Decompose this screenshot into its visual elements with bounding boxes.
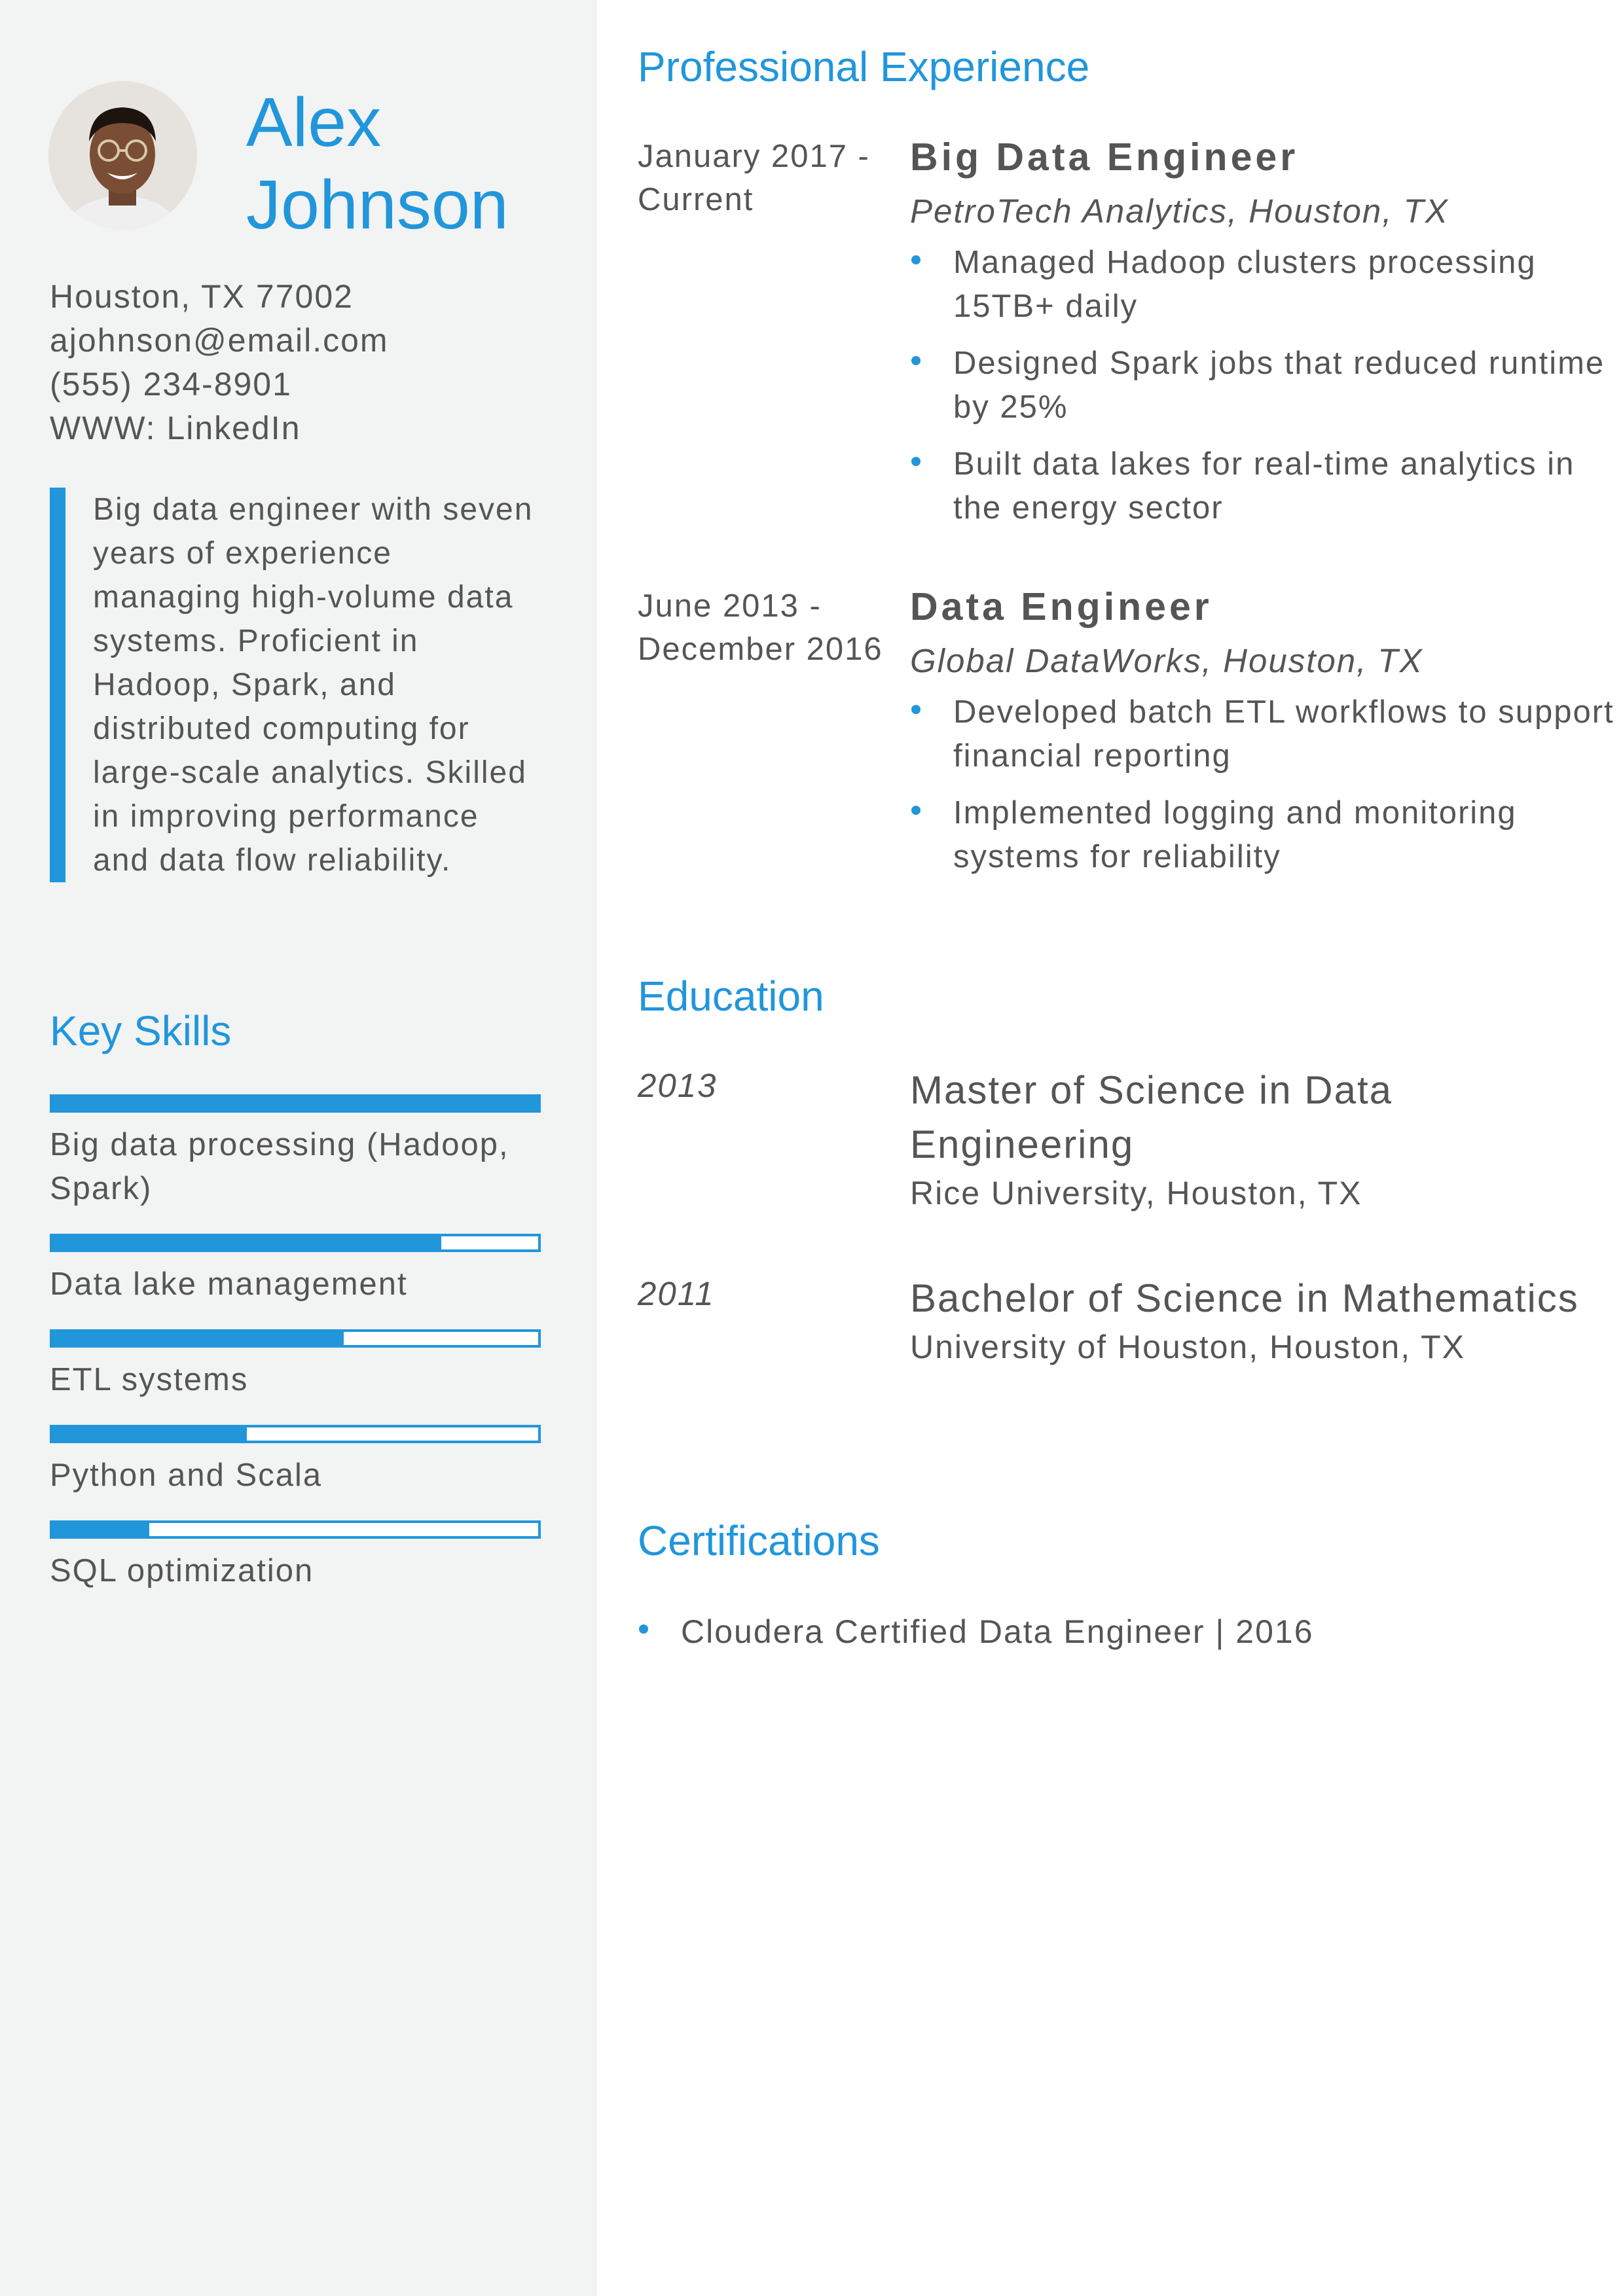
list-item	[910, 791, 1617, 879]
bullet-icon	[911, 255, 921, 264]
contact-info	[50, 275, 389, 450]
list-item	[910, 691, 1617, 778]
skill-level-bar	[50, 1329, 541, 1348]
job-date: January 2017 - Current	[638, 139, 870, 217]
bullet-icon	[911, 705, 921, 714]
website-link[interactable]: WWW: LinkedIn	[50, 410, 301, 446]
education-year: 2011	[638, 1275, 715, 1312]
job-title: Big Data Engineer	[910, 135, 1299, 179]
skill-level-bar	[50, 1520, 541, 1539]
certification-text: Cloudera Certified Data Engineer | 2016	[681, 1613, 1314, 1650]
job-title: Data Engineer	[910, 585, 1213, 628]
skill-level-bar	[50, 1234, 541, 1252]
certifications-heading: Certifications	[638, 1517, 880, 1564]
education-degree: Master of Science in Data Engineering	[910, 1068, 1393, 1166]
job-company: PetroTech Analytics, Houston, TX	[910, 192, 1449, 230]
skill-level-bar	[50, 1094, 541, 1113]
bullet-icon	[911, 806, 921, 815]
skill-item	[50, 1329, 541, 1402]
main-content	[597, 0, 1623, 2296]
first-name: Alex	[246, 84, 382, 161]
skills-heading: Key Skills	[50, 1007, 232, 1054]
certification-item	[638, 1609, 1314, 1655]
education-details	[910, 1271, 1617, 1369]
job-company: Global DataWorks, Houston, TX	[910, 642, 1423, 679]
skill-level-fill	[52, 1097, 538, 1110]
avatar	[48, 81, 197, 230]
last-name: Johnson	[246, 166, 509, 243]
candidate-name	[246, 81, 509, 246]
job-bullets	[910, 691, 1617, 879]
bullet-text: Developed batch ETL workflows to support financial reporting	[953, 694, 1614, 774]
list-item	[910, 442, 1617, 530]
skill-label: Python and Scala	[50, 1458, 323, 1493]
address: Houston, TX 77002	[50, 278, 354, 315]
bullet-text: Designed Spark jobs that reduced runtime by 25%	[953, 346, 1605, 425]
experience-heading: Professional Experience	[638, 43, 1090, 90]
email[interactable]: ajohnson@email.com	[50, 322, 389, 359]
profile-photo-icon	[48, 81, 197, 230]
bullet-text: Implemented logging and monitoring systems for reliability	[953, 795, 1517, 874]
sidebar	[0, 0, 597, 2296]
bullet-icon	[911, 356, 921, 365]
bullet-icon	[911, 457, 921, 466]
skill-item	[50, 1094, 541, 1211]
bullet-icon	[639, 1624, 648, 1634]
skill-level-bar	[50, 1425, 541, 1443]
skill-level-fill	[52, 1236, 441, 1249]
skill-item	[50, 1520, 541, 1593]
education-school: University of Houston, Houston, TX	[910, 1329, 1465, 1365]
education-school: Rice University, Houston, TX	[910, 1175, 1362, 1211]
education-degree: Bachelor of Science in Mathematics	[910, 1276, 1579, 1320]
profile-summary: Big data engineer with seven years of experience managing high-volume data systems. Proficient in Hadoop, Spark, and distributed computing for large-scale analytics. Skilled in improving performance and data flow reliability.	[50, 488, 542, 882]
skill-item	[50, 1234, 541, 1306]
job-bullets	[910, 241, 1617, 530]
list-item	[910, 241, 1617, 329]
skill-item	[50, 1425, 541, 1498]
job-details	[910, 584, 1617, 892]
education-details	[910, 1063, 1617, 1215]
skill-label: Big data processing (Hadoop, Spark)	[50, 1127, 509, 1206]
skill-level-fill	[52, 1523, 149, 1536]
skill-level-fill	[52, 1332, 344, 1345]
education-year: 2013	[638, 1067, 718, 1104]
skill-label: ETL systems	[50, 1362, 249, 1397]
skill-label: SQL optimization	[50, 1553, 314, 1588]
job-details	[910, 135, 1617, 543]
phone: (555) 234-8901	[50, 366, 292, 403]
bullet-text: Built data lakes for real-time analytics in the energy sector	[953, 446, 1575, 526]
bullet-text: Managed Hadoop clusters processing 15TB+ daily	[953, 245, 1537, 324]
list-item	[910, 342, 1617, 429]
skill-label: Data lake management	[50, 1266, 408, 1302]
education-heading: Education	[638, 973, 824, 1020]
job-date: June 2013 - December 2016	[638, 588, 883, 667]
skill-level-fill	[52, 1427, 247, 1441]
